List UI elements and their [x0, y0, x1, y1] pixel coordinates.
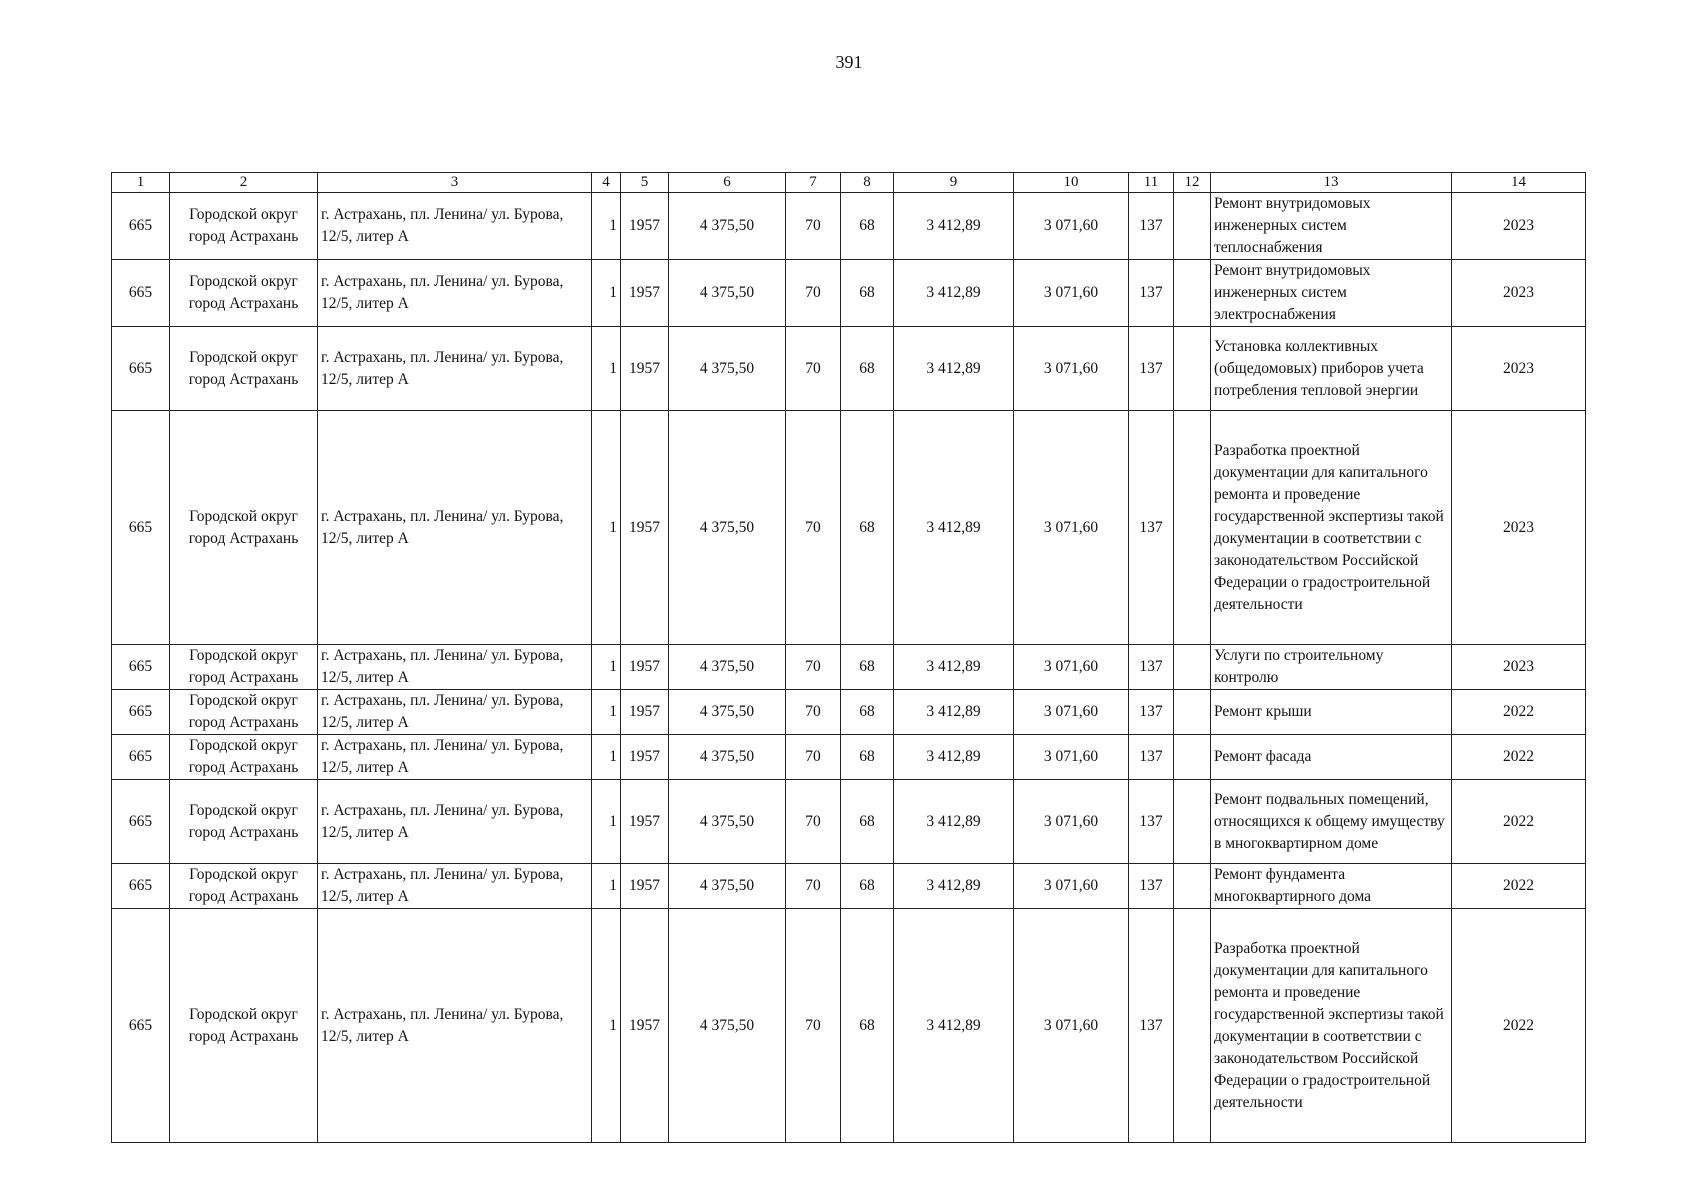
cell-col12: [1174, 780, 1211, 864]
cell-col4: 1: [592, 193, 621, 260]
cell-area-residential: 3 071,60: [1014, 690, 1129, 735]
cell-plan-year: 2023: [1452, 645, 1586, 690]
cell-col12: [1174, 690, 1211, 735]
cell-col4: 1: [592, 780, 621, 864]
cell-plan-year: 2023: [1452, 260, 1586, 327]
cell-address: г. Астрахань, пл. Ленина/ ул. Бурова, 12/5, литер А: [318, 690, 592, 735]
column-header: 10: [1014, 173, 1129, 193]
table-row: [112, 864, 1586, 909]
cell-col12: [1174, 327, 1211, 411]
column-header: 13: [1211, 173, 1452, 193]
cell-col4: 1: [592, 909, 621, 1143]
cell-area-residential: 3 071,60: [1014, 327, 1129, 411]
table-row: [112, 780, 1586, 864]
cell-work-type: Разработка проектной документации для капитального ремонта и проведение государственной экспертизы такой документации в соответствии с законодательством Российской Федерации о градостроительной деятельности: [1211, 909, 1452, 1143]
cell-area-residential: 3 071,60: [1014, 864, 1129, 909]
cell-area-living: 3 412,89: [894, 327, 1014, 411]
cell-area-total: 4 375,50: [669, 780, 786, 864]
cell-residents: 137: [1129, 864, 1174, 909]
cell-plan-year: 2023: [1452, 327, 1586, 411]
cell-year: 1957: [621, 780, 669, 864]
cell-address: г. Астрахань, пл. Ленина/ ул. Бурова, 12/5, литер А: [318, 780, 592, 864]
cell-number: 665: [112, 864, 170, 909]
cell-area-residential: 3 071,60: [1014, 909, 1129, 1143]
cell-col12: [1174, 260, 1211, 327]
column-header: 9: [894, 173, 1014, 193]
cell-number: 665: [112, 411, 170, 645]
cell-area-living: 3 412,89: [894, 780, 1014, 864]
cell-col7: 70: [786, 909, 841, 1143]
cell-plan-year: 2023: [1452, 193, 1586, 260]
cell-col12: [1174, 411, 1211, 645]
cell-year: 1957: [621, 864, 669, 909]
column-header: 6: [669, 173, 786, 193]
cell-year: 1957: [621, 327, 669, 411]
cell-address: г. Астрахань, пл. Ленина/ ул. Бурова, 12/5, литер А: [318, 735, 592, 780]
column-header: 8: [841, 173, 894, 193]
cell-number: 665: [112, 193, 170, 260]
cell-area-living: 3 412,89: [894, 735, 1014, 780]
table-row: [112, 260, 1586, 327]
cell-plan-year: 2022: [1452, 864, 1586, 909]
cell-work-type: Услуги по строительному контролю: [1211, 645, 1452, 690]
cell-col7: 70: [786, 327, 841, 411]
cell-col7: 70: [786, 260, 841, 327]
column-header: 2: [170, 173, 318, 193]
cell-area-residential: 3 071,60: [1014, 260, 1129, 327]
column-header: 4: [592, 173, 621, 193]
cell-municipality: Городской округ город Астрахань: [170, 645, 318, 690]
cell-year: 1957: [621, 411, 669, 645]
cell-col8: 68: [841, 411, 894, 645]
cell-col12: [1174, 864, 1211, 909]
cell-work-type: Ремонт внутридомовых инженерных систем электроснабжения: [1211, 260, 1452, 327]
cell-municipality: Городской округ город Астрахань: [170, 260, 318, 327]
cell-area-residential: 3 071,60: [1014, 735, 1129, 780]
cell-col8: 68: [841, 690, 894, 735]
cell-area-total: 4 375,50: [669, 411, 786, 645]
cell-area-total: 4 375,50: [669, 193, 786, 260]
cell-residents: 137: [1129, 327, 1174, 411]
cell-work-type: Разработка проектной документации для капитального ремонта и проведение государственной экспертизы такой документации в соответствии с законодательством Российской Федерации о градостроительной деятельности: [1211, 411, 1452, 645]
column-header: 12: [1174, 173, 1211, 193]
cell-address: г. Астрахань, пл. Ленина/ ул. Бурова, 12/5, литер А: [318, 909, 592, 1143]
cell-address: г. Астрахань, пл. Ленина/ ул. Бурова, 12/5, литер А: [318, 260, 592, 327]
column-header: 11: [1129, 173, 1174, 193]
cell-col8: 68: [841, 864, 894, 909]
cell-residents: 137: [1129, 645, 1174, 690]
cell-col4: 1: [592, 735, 621, 780]
table-row: [112, 327, 1586, 411]
cell-address: г. Астрахань, пл. Ленина/ ул. Бурова, 12/5, литер А: [318, 864, 592, 909]
cell-municipality: Городской округ город Астрахань: [170, 864, 318, 909]
column-header: 14: [1452, 173, 1586, 193]
cell-municipality: Городской округ город Астрахань: [170, 735, 318, 780]
cell-area-total: 4 375,50: [669, 735, 786, 780]
cell-address: г. Астрахань, пл. Ленина/ ул. Бурова, 12/5, литер А: [318, 327, 592, 411]
cell-col8: 68: [841, 909, 894, 1143]
cell-area-living: 3 412,89: [894, 909, 1014, 1143]
cell-col7: 70: [786, 864, 841, 909]
cell-address: г. Астрахань, пл. Ленина/ ул. Бурова, 12/5, литер А: [318, 645, 592, 690]
cell-col8: 68: [841, 645, 894, 690]
cell-residents: 137: [1129, 690, 1174, 735]
cell-work-type: Ремонт фундамента многоквартирного дома: [1211, 864, 1452, 909]
cell-work-type: Ремонт фасада: [1211, 735, 1452, 780]
cell-col12: [1174, 193, 1211, 260]
cell-area-total: 4 375,50: [669, 260, 786, 327]
cell-area-living: 3 412,89: [894, 193, 1014, 260]
cell-residents: 137: [1129, 909, 1174, 1143]
cell-area-total: 4 375,50: [669, 645, 786, 690]
table-row: [112, 645, 1586, 690]
cell-col4: 1: [592, 645, 621, 690]
cell-municipality: Городской округ город Астрахань: [170, 193, 318, 260]
column-header: 5: [621, 173, 669, 193]
cell-municipality: Городской округ город Астрахань: [170, 327, 318, 411]
cell-col4: 1: [592, 411, 621, 645]
cell-col7: 70: [786, 411, 841, 645]
cell-number: 665: [112, 780, 170, 864]
cell-col7: 70: [786, 193, 841, 260]
cell-col4: 1: [592, 690, 621, 735]
cell-residents: 137: [1129, 780, 1174, 864]
cell-year: 1957: [621, 909, 669, 1143]
cell-number: 665: [112, 909, 170, 1143]
table-row: [112, 193, 1586, 260]
column-number-header-row: [112, 173, 1586, 193]
cell-col7: 70: [786, 645, 841, 690]
cell-number: 665: [112, 735, 170, 780]
cell-col8: 68: [841, 260, 894, 327]
column-header: 7: [786, 173, 841, 193]
cell-work-type: Ремонт крыши: [1211, 690, 1452, 735]
cell-year: 1957: [621, 193, 669, 260]
cell-address: г. Астрахань, пл. Ленина/ ул. Бурова, 12/5, литер А: [318, 411, 592, 645]
cell-year: 1957: [621, 690, 669, 735]
cell-area-total: 4 375,50: [669, 864, 786, 909]
cell-col8: 68: [841, 735, 894, 780]
cell-plan-year: 2023: [1452, 411, 1586, 645]
cell-residents: 137: [1129, 193, 1174, 260]
registry-table: [111, 172, 1586, 1143]
cell-area-total: 4 375,50: [669, 909, 786, 1143]
cell-number: 665: [112, 645, 170, 690]
cell-col8: 68: [841, 327, 894, 411]
cell-area-residential: 3 071,60: [1014, 780, 1129, 864]
cell-area-living: 3 412,89: [894, 864, 1014, 909]
cell-municipality: Городской округ город Астрахань: [170, 909, 318, 1143]
cell-residents: 137: [1129, 411, 1174, 645]
table-row: [112, 411, 1586, 645]
cell-plan-year: 2022: [1452, 780, 1586, 864]
table-row: [112, 909, 1586, 1143]
page-number: 391: [835, 52, 863, 72]
cell-number: 665: [112, 690, 170, 735]
cell-col8: 68: [841, 193, 894, 260]
cell-col12: [1174, 909, 1211, 1143]
cell-residents: 137: [1129, 735, 1174, 780]
cell-area-residential: 3 071,60: [1014, 193, 1129, 260]
cell-col7: 70: [786, 690, 841, 735]
cell-work-type: Ремонт подвальных помещений, относящихся к общему имуществу в многоквартирном доме: [1211, 780, 1452, 864]
cell-col4: 1: [592, 327, 621, 411]
cell-area-living: 3 412,89: [894, 645, 1014, 690]
cell-col4: 1: [592, 260, 621, 327]
cell-area-residential: 3 071,60: [1014, 411, 1129, 645]
cell-area-living: 3 412,89: [894, 411, 1014, 645]
cell-plan-year: 2022: [1452, 909, 1586, 1143]
cell-col7: 70: [786, 735, 841, 780]
cell-col4: 1: [592, 864, 621, 909]
cell-col12: [1174, 735, 1211, 780]
cell-area-total: 4 375,50: [669, 327, 786, 411]
cell-col7: 70: [786, 780, 841, 864]
cell-number: 665: [112, 260, 170, 327]
table-row: [112, 690, 1586, 735]
cell-plan-year: 2022: [1452, 735, 1586, 780]
cell-year: 1957: [621, 260, 669, 327]
cell-number: 665: [112, 327, 170, 411]
cell-address: г. Астрахань, пл. Ленина/ ул. Бурова, 12/5, литер А: [318, 193, 592, 260]
cell-work-type: Установка коллективных (общедомовых) приборов учета потребления тепловой энергии: [1211, 327, 1452, 411]
cell-year: 1957: [621, 735, 669, 780]
cell-col12: [1174, 645, 1211, 690]
cell-year: 1957: [621, 645, 669, 690]
cell-col8: 68: [841, 780, 894, 864]
cell-residents: 137: [1129, 260, 1174, 327]
cell-municipality: Городской округ город Астрахань: [170, 780, 318, 864]
cell-area-total: 4 375,50: [669, 690, 786, 735]
column-header: 1: [112, 173, 170, 193]
column-header: 3: [318, 173, 592, 193]
cell-area-living: 3 412,89: [894, 690, 1014, 735]
cell-work-type: Ремонт внутридомовых инженерных систем теплоснабжения: [1211, 193, 1452, 260]
table-row: [112, 735, 1586, 780]
cell-municipality: Городской округ город Астрахань: [170, 411, 318, 645]
cell-municipality: Городской округ город Астрахань: [170, 690, 318, 735]
cell-plan-year: 2022: [1452, 690, 1586, 735]
cell-area-residential: 3 071,60: [1014, 645, 1129, 690]
cell-area-living: 3 412,89: [894, 260, 1014, 327]
